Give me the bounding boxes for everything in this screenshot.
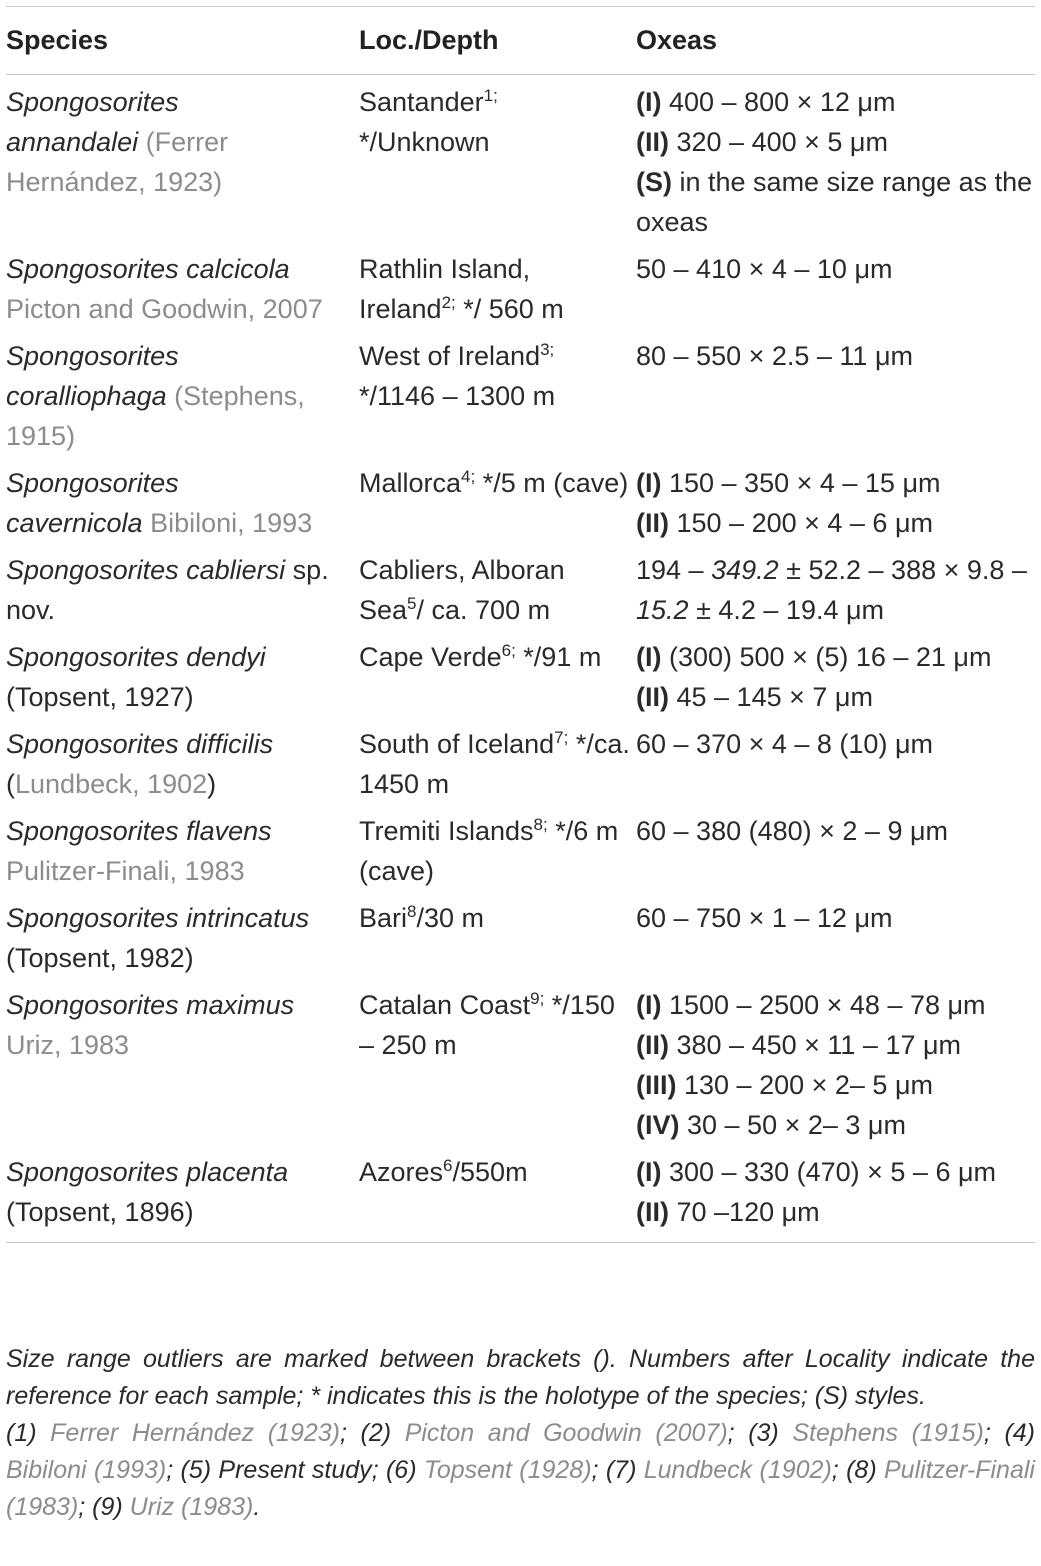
locality-name: Tremiti Islands	[359, 816, 534, 846]
oxeas-cell	[636, 249, 1035, 329]
species-name: Spongosorites	[6, 341, 179, 371]
oxea-value: 60 – 370 × 4 – 8 (10) μm	[636, 729, 933, 759]
oxeas-cell	[636, 550, 1035, 630]
species-cell	[6, 724, 359, 804]
table-body	[6, 75, 1035, 1242]
depth-text: /30 m	[416, 903, 485, 933]
reference-number: 6;	[501, 640, 516, 660]
oxea-measurement	[636, 122, 1035, 162]
oxeas-cell	[636, 637, 1035, 717]
species-name: Spongosorites intrincatus	[6, 903, 310, 933]
oxea-category: (I)	[636, 1157, 662, 1187]
oxea-category: (IV)	[636, 1110, 680, 1140]
table-row	[6, 456, 1035, 543]
oxeas-cell	[636, 724, 1035, 804]
oxea-value: 150 – 200 × 4 – 6 μm	[669, 508, 933, 538]
oxea-category: (I)	[636, 87, 662, 117]
reference-separator: .	[253, 1493, 261, 1521]
species-name: Spongosorites placenta	[6, 1157, 289, 1187]
oxea-value: 300 – 330 (470) × 5 – 6 μm	[661, 1157, 997, 1187]
oxea-value: in the same size range as the oxeas	[636, 167, 1033, 237]
locality-name: Mallorca	[359, 468, 462, 498]
species-name: Spongosorites dendyi	[6, 642, 266, 672]
locality-cell	[359, 1152, 636, 1232]
authority-prefix: (	[6, 769, 15, 799]
footnote-note: Size range outliers are marked between brackets (). Numbers after Locality indicate the reference for each sample; * indicates this is the holotype of the species; (S) styles.	[6, 1345, 1035, 1410]
oxeas-cell	[636, 811, 1035, 891]
oxeas-cell	[636, 1152, 1035, 1232]
reference-number-label: (1)	[6, 1419, 51, 1447]
oxea-measurement	[636, 1105, 1035, 1145]
locality-name: Cabliers, Alboran Sea	[359, 555, 565, 625]
oxea-value: ± 4.2 – 19.4 μm	[688, 595, 885, 625]
species-table	[6, 6, 1035, 1243]
reference-number: 1;	[483, 85, 498, 105]
header-locdepth: Loc./Depth	[359, 25, 499, 55]
authority-link: Bibiloni, 1993	[150, 508, 313, 538]
species-name: annandalei	[6, 127, 139, 157]
oxea-value: 1500 – 2500 × 48 – 78 μm	[661, 990, 986, 1020]
oxea-measurement	[636, 336, 1035, 376]
table-row	[6, 1145, 1035, 1232]
reference-number: 6	[443, 1155, 453, 1175]
oxea-category: (II)	[636, 682, 669, 712]
table-row	[6, 329, 1035, 456]
table-header	[6, 7, 1035, 74]
locality-name: Santander	[359, 87, 484, 117]
species-cell	[6, 1152, 359, 1232]
reference-separator: ;	[591, 1456, 606, 1484]
oxeas-cell	[636, 82, 1035, 242]
oxea-measurement	[636, 82, 1035, 122]
table-row	[6, 630, 1035, 717]
reference-separator: ;	[166, 1456, 181, 1484]
oxea-category: (S)	[636, 167, 672, 197]
locality-cell	[359, 811, 636, 891]
species-cell	[6, 249, 359, 329]
oxea-measurement	[636, 985, 1035, 1025]
oxea-measurement	[636, 1152, 1035, 1192]
oxea-value: 60 – 750 × 1 – 12 μm	[636, 903, 893, 933]
species-name: cavernicola	[6, 508, 143, 538]
depth-text: */1146 – 1300 m	[359, 381, 556, 411]
authority-prefix	[143, 508, 151, 538]
table-row	[6, 804, 1035, 891]
locality-cell	[359, 249, 636, 329]
reference-number-label: (3)	[748, 1419, 793, 1447]
species-cell	[6, 336, 359, 456]
reference-number: 4;	[461, 466, 476, 486]
oxea-mean: 349.2	[711, 555, 779, 585]
reference-number-label: (6)	[385, 1456, 424, 1484]
depth-text: */5 m (cave)	[475, 468, 629, 498]
reference-link: Topsent (1928)	[423, 1456, 592, 1484]
reference-number: 5	[407, 593, 417, 613]
authority-text: sp. nov.	[6, 555, 329, 625]
reference-link: Stephens (1915)	[792, 1419, 984, 1447]
bottom-rule	[6, 1242, 1035, 1243]
depth-text: */91 m	[515, 642, 602, 672]
reference-link: Picton and Goodwin (2007)	[404, 1419, 728, 1447]
species-name: Spongosorites	[6, 87, 179, 117]
species-cell	[6, 82, 359, 242]
locality-name: Catalan Coast	[359, 990, 531, 1020]
oxea-measurement	[636, 811, 1035, 851]
oxea-measurement	[636, 898, 1035, 938]
species-name: Spongosorites difficilis	[6, 729, 274, 759]
oxea-measurement	[636, 162, 1035, 242]
header-species: Species	[6, 25, 109, 55]
oxea-category: (I)	[636, 642, 662, 672]
oxea-category: (II)	[636, 1030, 669, 1060]
oxea-value: (300) 500 × (5) 16 – 21 μm	[661, 642, 992, 672]
reference-link: Pulitzer-Finali (1983)	[6, 1456, 1035, 1521]
oxea-measurement	[636, 503, 1035, 543]
locality-name: Bari	[359, 903, 408, 933]
oxea-measurement	[636, 249, 1035, 289]
reference-number-label: (9)	[92, 1493, 130, 1521]
table-row	[6, 717, 1035, 804]
table-row	[6, 75, 1035, 242]
reference-link: Bibiloni (1993)	[6, 1456, 167, 1484]
reference-number: 9;	[530, 988, 545, 1008]
locality-name: Rathlin Island, Ireland	[359, 254, 531, 324]
reference-number-label: (2)	[360, 1419, 405, 1447]
reference-number-label: (7)	[605, 1456, 644, 1484]
oxea-category: (I)	[636, 990, 662, 1020]
oxeas-cell	[636, 985, 1035, 1145]
locality-cell	[359, 550, 636, 630]
depth-text: */Unknown	[359, 127, 490, 157]
oxea-category: (I)	[636, 468, 662, 498]
oxea-value: 320 – 400 × 5 μm	[669, 127, 888, 157]
oxea-value: 130 – 200 × 2– 5 μm	[676, 1070, 933, 1100]
depth-text: */150 – 250 m	[359, 990, 615, 1060]
locality-cell	[359, 898, 636, 978]
oxea-value: 150 – 350 × 4 – 15 μm	[661, 468, 941, 498]
authority-text: )	[207, 769, 217, 799]
locality-name: South of Iceland	[359, 729, 555, 759]
reference-number-label: (5) Present study	[180, 1456, 372, 1484]
table-row	[6, 978, 1035, 1145]
oxea-value: 400 – 800 × 12 μm	[661, 87, 896, 117]
reference-separator: ;	[78, 1493, 93, 1521]
reference-number: 7;	[554, 727, 569, 747]
reference-number: 2;	[441, 292, 456, 312]
oxea-measurement	[636, 1065, 1035, 1105]
oxea-value: 45 – 145 × 7 μm	[669, 682, 873, 712]
species-name: Spongosorites cabliersi	[6, 555, 286, 585]
oxea-category: (II)	[636, 508, 669, 538]
reference-link: Lundbeck (1902)	[643, 1456, 832, 1484]
oxea-value: 194 –	[636, 555, 712, 585]
oxeas-cell	[636, 336, 1035, 456]
oxea-value: 380 – 450 × 11 – 17 μm	[669, 1030, 962, 1060]
oxea-mean: 15.2	[636, 595, 689, 625]
oxea-measurement	[636, 1192, 1035, 1232]
species-name: Spongosorites flavens	[6, 816, 272, 846]
authority-text: (Topsent, 1982)	[6, 943, 194, 973]
reference-separator: ;	[371, 1456, 386, 1484]
oxea-value: 60 – 380 (480) × 2 – 9 μm	[636, 816, 949, 846]
species-cell	[6, 637, 359, 717]
oxea-value: 70 –120 μm	[669, 1197, 820, 1227]
oxea-value: 30 – 50 × 2– 3 μm	[679, 1110, 906, 1140]
species-cell	[6, 463, 359, 543]
locality-cell	[359, 985, 636, 1145]
header-oxeas: Oxeas	[636, 25, 718, 55]
species-name: Spongosorites calcicola	[6, 254, 290, 284]
locality-name: Cape Verde	[359, 642, 502, 672]
footnote-references	[6, 1415, 1035, 1526]
authority-prefix	[167, 381, 175, 411]
authority-text: (Topsent, 1927)	[6, 682, 194, 712]
locality-cell	[359, 637, 636, 717]
authority-prefix	[285, 555, 293, 585]
reference-link: Ferrer Hernández (1923)	[50, 1419, 340, 1447]
authority-link: Pulitzer-Finali, 1983	[6, 856, 245, 886]
depth-text: / ca. 700 m	[416, 595, 551, 625]
depth-text: */ca. 1450 m	[359, 729, 630, 799]
oxea-measurement	[636, 1025, 1035, 1065]
authority-text: (Topsent, 1896)	[6, 1197, 194, 1227]
reference-number: 8	[407, 901, 417, 921]
oxeas-cell	[636, 898, 1035, 978]
locality-cell	[359, 463, 636, 543]
depth-text: */ 560 m	[455, 294, 564, 324]
locality-cell	[359, 82, 636, 242]
species-cell	[6, 985, 359, 1145]
authority-link: (Stephens, 1915)	[6, 381, 305, 451]
reference-separator: ;	[983, 1419, 1005, 1447]
reference-number-label: (4)	[1004, 1419, 1035, 1447]
locality-cell	[359, 724, 636, 804]
oxea-measurement	[636, 677, 1035, 717]
reference-separator: ;	[831, 1456, 847, 1484]
species-name: coralliophaga	[6, 381, 167, 411]
locality-cell	[359, 336, 636, 456]
authority-link: (Ferrer Hernández, 1923)	[6, 127, 229, 197]
authority-link: Uriz, 1983	[6, 1030, 130, 1060]
table-row	[6, 891, 1035, 978]
oxea-measurement	[636, 637, 1035, 677]
species-name: Spongosorites maximus	[6, 990, 295, 1020]
authority-link: Lundbeck, 1902	[15, 769, 208, 799]
table-row	[6, 242, 1035, 329]
depth-text: /550m	[452, 1157, 528, 1187]
oxeas-cell	[636, 463, 1035, 543]
oxea-category: (II)	[636, 1197, 669, 1227]
oxea-category: (III)	[636, 1070, 677, 1100]
species-name: Spongosorites	[6, 468, 179, 498]
locality-name: West of Ireland	[359, 341, 541, 371]
locality-name: Azores	[359, 1157, 444, 1187]
table-footnote	[6, 1341, 1035, 1526]
depth-text: */6 m (cave)	[359, 816, 619, 886]
oxea-value: 80 – 550 × 2.5 – 11 μm	[636, 341, 914, 371]
authority-prefix	[138, 127, 146, 157]
species-cell	[6, 550, 359, 630]
oxea-measurement	[636, 724, 1035, 764]
oxea-measurement	[636, 463, 1035, 503]
oxea-value: ± 52.2 – 388 × 9.8 –	[778, 555, 1027, 585]
reference-separator: ;	[339, 1419, 361, 1447]
reference-separator: ;	[727, 1419, 749, 1447]
oxea-value: 50 – 410 × 4 – 10 μm	[636, 254, 893, 284]
reference-link: Uriz (1983)	[129, 1493, 254, 1521]
species-cell	[6, 811, 359, 891]
oxea-category: (II)	[636, 127, 669, 157]
species-cell	[6, 898, 359, 978]
reference-number: 3;	[540, 339, 555, 359]
authority-link: Picton and Goodwin, 2007	[6, 294, 323, 324]
table-row	[6, 543, 1035, 630]
reference-number-label: (8)	[846, 1456, 884, 1484]
reference-number: 8;	[533, 814, 548, 834]
